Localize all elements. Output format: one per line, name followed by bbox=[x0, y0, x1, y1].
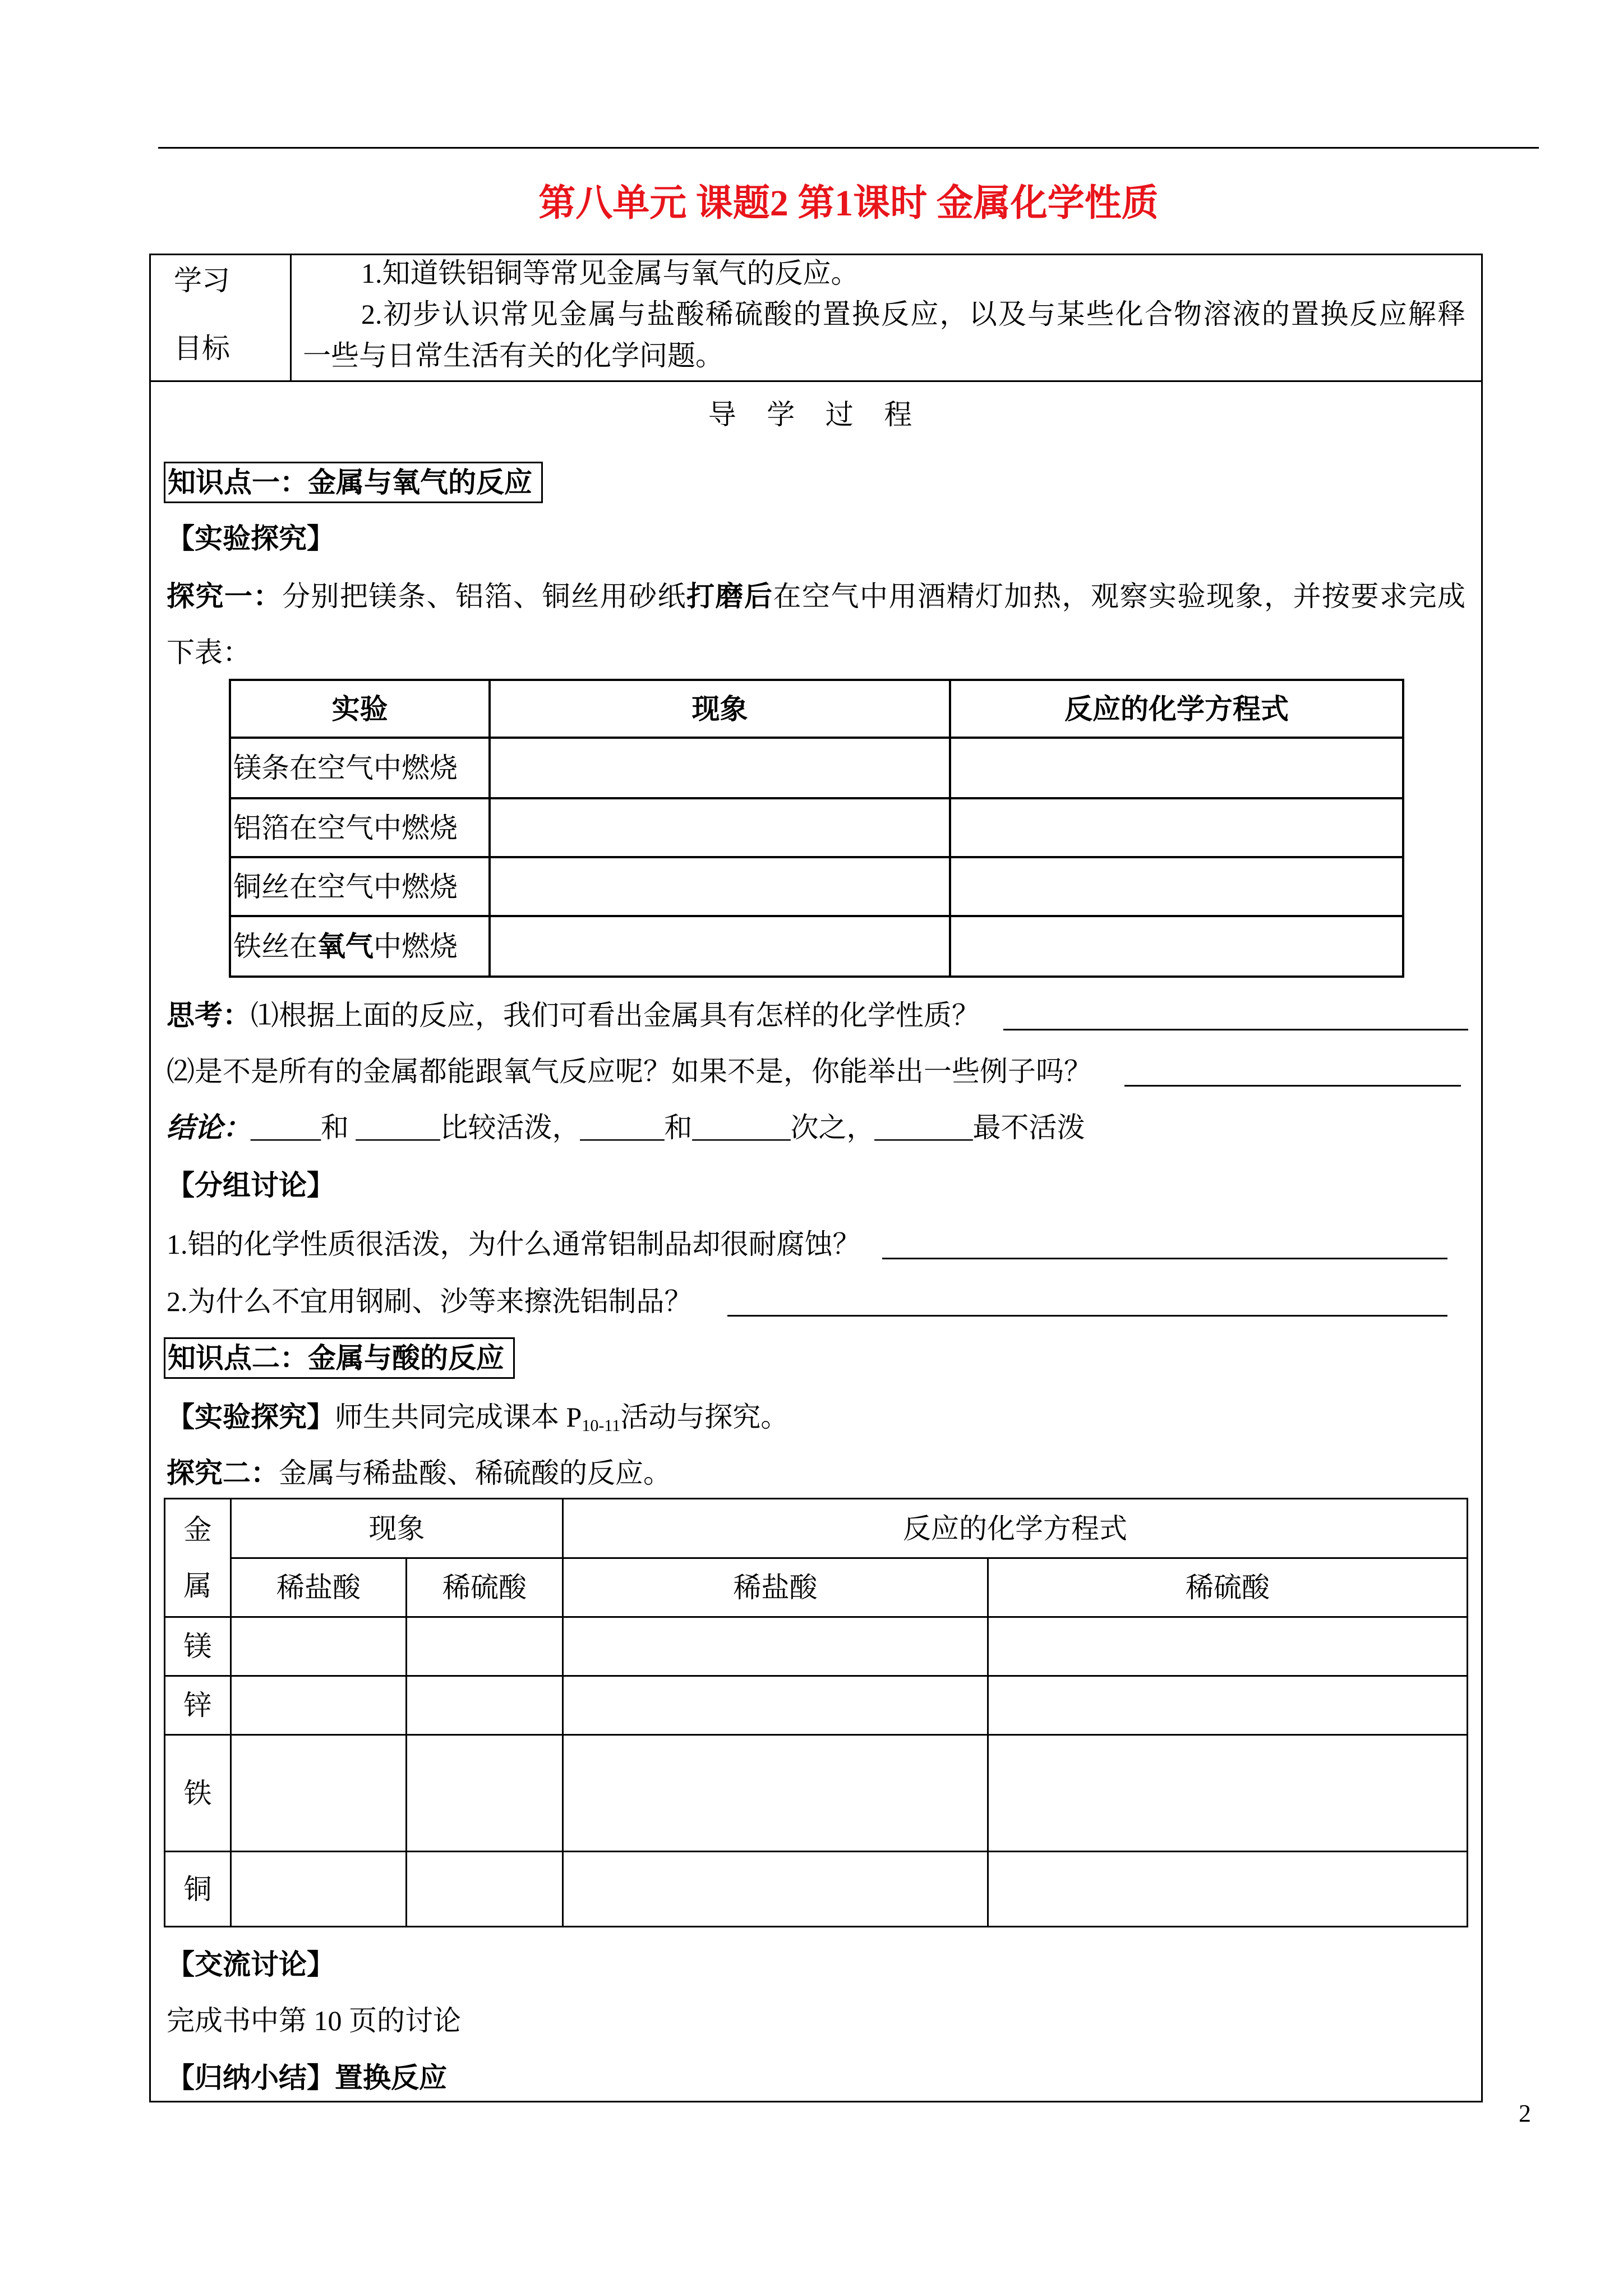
process-heading: 导 学 过 程 bbox=[708, 399, 924, 430]
subheader-h2so4: 稀硫酸 bbox=[988, 1558, 1468, 1617]
exchange-discussion-text: 完成书中第 10 页的讨论 bbox=[167, 2005, 461, 2036]
metal-label: 锌 bbox=[165, 1676, 231, 1735]
experiment-text-post: 活动与探究。 bbox=[620, 1401, 789, 1433]
think-q1-text: ⑴根据上面的反应，我们可看出金属具有怎样的化学性质？ bbox=[251, 1000, 980, 1031]
table-row bbox=[230, 798, 1403, 857]
table-row bbox=[165, 1852, 1468, 1927]
inquiry-1-text bbox=[167, 579, 1465, 613]
phenomenon-cell bbox=[231, 1852, 407, 1927]
inquiry-2-line bbox=[167, 1456, 671, 1490]
objective-line-1: 1.知道铁铝铜等常见金属与氧气的反应。 bbox=[361, 257, 859, 289]
metal-label: 铜 bbox=[165, 1852, 231, 1927]
phenomenon-cell bbox=[407, 1617, 563, 1676]
subheader-h2so4: 稀硫酸 bbox=[407, 1558, 563, 1617]
experiment-line-2 bbox=[167, 1400, 789, 1434]
think-label: 思考： bbox=[167, 1000, 251, 1031]
objectives-label-line1: 学习 bbox=[174, 265, 230, 296]
summary-line bbox=[167, 2061, 447, 2095]
knowledge-point-1-title: 知识点一：金属与氧气的反应 bbox=[164, 462, 543, 503]
row-label: 铝箔在空气中燃烧 bbox=[230, 798, 490, 857]
table-row bbox=[230, 738, 1403, 798]
phenomenon-cell bbox=[407, 1735, 563, 1852]
table-subheader-row bbox=[165, 1558, 1468, 1617]
row-label: 镁条在空气中燃烧 bbox=[230, 738, 490, 798]
equation-cell bbox=[563, 1852, 988, 1927]
inquiry-1-bold: 打磨后 bbox=[686, 581, 773, 612]
objectives-divider bbox=[149, 380, 1483, 382]
equation-cell bbox=[988, 1735, 1468, 1852]
phenomenon-cell bbox=[490, 738, 950, 798]
page-range-subscript: 10-11 bbox=[582, 1416, 621, 1435]
equation-cell bbox=[950, 798, 1403, 857]
equation-cell bbox=[950, 738, 1403, 798]
metal-label: 铁 bbox=[165, 1735, 231, 1852]
row-label-post: 中燃烧 bbox=[374, 931, 458, 962]
summary-label: 【归纳小结】 bbox=[167, 2062, 335, 2093]
row-label-pre: 铁丝在 bbox=[233, 931, 317, 962]
inquiry-1-lead: 探究一： bbox=[167, 581, 282, 612]
equation-cell bbox=[563, 1676, 988, 1735]
experiment-text-pre: 师生共同完成课本 P bbox=[335, 1401, 582, 1433]
oxygen-reaction-table bbox=[229, 679, 1404, 978]
equation-cell bbox=[950, 857, 1403, 916]
discussion-question-1: 1.铝的化学性质很活泼，为什么通常铝制品却很耐腐蚀？ bbox=[167, 1228, 861, 1260]
phenomenon-cell bbox=[407, 1852, 563, 1927]
equation-cell bbox=[563, 1735, 988, 1852]
experiment-label-1: 【实验探究】 bbox=[167, 523, 335, 554]
discussion-question-2: 2.为什么不宜用钢刷、沙等来擦洗铝制品？ bbox=[167, 1286, 693, 1317]
subheader-hcl: 稀盐酸 bbox=[563, 1558, 988, 1617]
header-rule bbox=[158, 147, 1539, 149]
equation-cell bbox=[988, 1676, 1468, 1735]
phenomenon-cell bbox=[231, 1617, 407, 1676]
think-question-2: ⑵是不是所有的金属都能跟氧气反应呢？如果不是，你能举出一些例子吗？ bbox=[167, 1056, 1092, 1087]
header-phenomenon: 现象 bbox=[490, 680, 950, 738]
knowledge-point-2-title: 知识点二：金属与酸的反应 bbox=[164, 1337, 515, 1379]
objective-line-2: 2.初步认识常见金属与盐酸稀硫酸的置换反应，以及与某些化合物溶液的置换反应解释 bbox=[361, 298, 1465, 330]
equation-cell bbox=[950, 916, 1403, 977]
row-label-bold: 氧气 bbox=[317, 931, 374, 962]
answer-blank bbox=[882, 1258, 1447, 1259]
conclusion-line bbox=[167, 1111, 1085, 1144]
metal-label: 镁 bbox=[165, 1617, 231, 1676]
phenomenon-cell bbox=[231, 1676, 407, 1735]
header-experiment: 实验 bbox=[230, 680, 490, 738]
objectives-label-line2: 目标 bbox=[174, 333, 230, 364]
objective-line-3: 一些与日常生活有关的化学问题。 bbox=[303, 340, 723, 371]
exchange-discussion-label: 【交流讨论】 bbox=[167, 1949, 335, 1980]
subheader-hcl: 稀盐酸 bbox=[231, 1558, 407, 1617]
answer-blank bbox=[1124, 1085, 1461, 1087]
phenomenon-cell bbox=[490, 798, 950, 857]
experiment-label-2: 【实验探究】 bbox=[167, 1401, 335, 1433]
row-label: 铜丝在空气中燃烧 bbox=[230, 857, 490, 916]
row-label bbox=[230, 916, 490, 977]
table-header-row bbox=[230, 680, 1403, 738]
page-number: 2 bbox=[1519, 2100, 1531, 2127]
inquiry-1-part2: 在空气中用酒精灯加热，观察实验现象，并按要求完成 bbox=[773, 581, 1465, 612]
equation-cell bbox=[988, 1617, 1468, 1676]
phenomenon-cell bbox=[490, 857, 950, 916]
header-metal bbox=[165, 1499, 231, 1617]
conclusion-label: 结论： bbox=[167, 1112, 251, 1143]
header-equation: 反应的化学方程式 bbox=[563, 1499, 1468, 1558]
inquiry-1-part1: 分别把镁条、铝箔、铜丝用砂纸 bbox=[282, 581, 686, 612]
equation-cell bbox=[988, 1852, 1468, 1927]
summary-text: 置换反应 bbox=[335, 2062, 447, 2093]
answer-blank bbox=[1003, 1029, 1468, 1030]
objectives-label-divider bbox=[290, 254, 292, 381]
inquiry-2-lead: 探究二： bbox=[167, 1457, 279, 1489]
table-row bbox=[230, 857, 1403, 916]
table-row bbox=[165, 1617, 1468, 1676]
table-row bbox=[165, 1676, 1468, 1735]
acid-reaction-table bbox=[164, 1498, 1468, 1927]
header-phenomenon: 现象 bbox=[231, 1499, 563, 1558]
header-equation: 反应的化学方程式 bbox=[950, 680, 1403, 738]
table-header-row bbox=[165, 1499, 1468, 1558]
inquiry-1-line2: 下表： bbox=[167, 637, 251, 668]
group-discussion-label: 【分组讨论】 bbox=[167, 1170, 335, 1201]
page-title: 第八单元 课题2 第1课时 金属化学性质 bbox=[538, 183, 1159, 224]
phenomenon-cell bbox=[490, 916, 950, 977]
table-row bbox=[165, 1735, 1468, 1852]
phenomenon-cell bbox=[407, 1676, 563, 1735]
phenomenon-cell bbox=[231, 1735, 407, 1852]
table-row bbox=[230, 916, 1403, 977]
header-metal-label: 金属 bbox=[183, 1514, 212, 1602]
inquiry-2-text: 金属与稀盐酸、稀硫酸的反应。 bbox=[279, 1457, 671, 1489]
equation-cell bbox=[563, 1617, 988, 1676]
think-question-1 bbox=[167, 999, 980, 1032]
conclusion-text: _____和 ______比较活泼，______和_______次之，_______最不活泼 bbox=[251, 1112, 1085, 1143]
answer-blank bbox=[727, 1315, 1447, 1317]
